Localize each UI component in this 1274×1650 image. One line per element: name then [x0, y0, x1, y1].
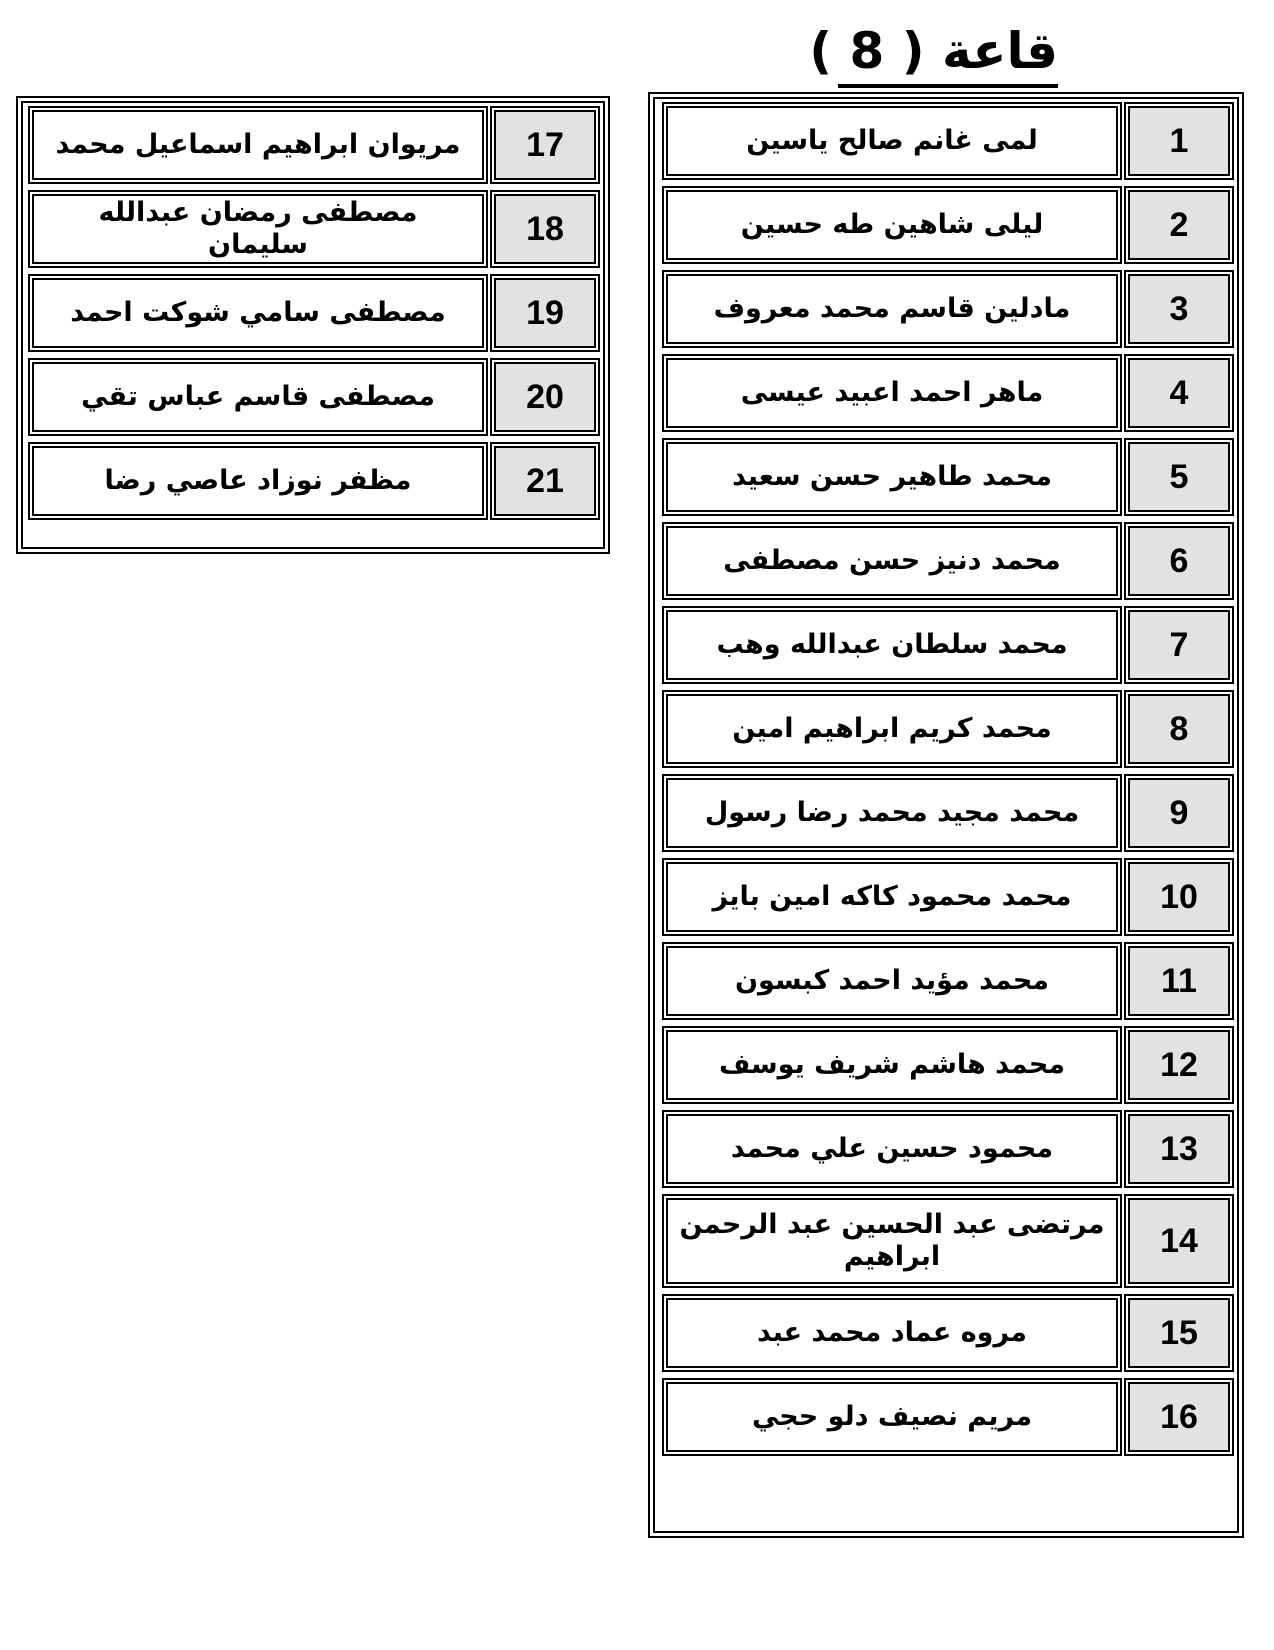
table-row	[30, 362, 596, 432]
row-number: 11	[1128, 946, 1230, 1016]
row-number: 14	[1128, 1198, 1230, 1284]
table-row	[662, 106, 1230, 176]
student-name: مادلين قاسم محمد معروف	[666, 274, 1118, 344]
table-row	[30, 110, 596, 180]
row-number: 21	[494, 446, 596, 516]
row-number: 17	[494, 110, 596, 180]
student-name: مصطفى رمضان عبدالله سليمان	[32, 194, 484, 264]
row-number: 12	[1128, 1030, 1230, 1100]
page-title: قاعة ( 8 )	[809, 22, 1058, 80]
row-number: 19	[494, 278, 596, 348]
table-row	[662, 442, 1230, 512]
student-name: محمد دنيز حسن مصطفى	[666, 526, 1118, 596]
student-name: محمد طاهير حسن سعيد	[666, 442, 1118, 512]
student-name: محمد سلطان عبدالله وهب	[666, 610, 1118, 680]
student-name: محمد محمود كاكه امين بايز	[666, 862, 1118, 932]
table-row	[30, 446, 596, 516]
row-number: 15	[1128, 1298, 1230, 1368]
student-name: مريوان ابراهيم اسماعيل محمد	[32, 110, 484, 180]
row-number: 13	[1128, 1114, 1230, 1184]
row-number: 7	[1128, 610, 1230, 680]
table-row	[662, 1114, 1230, 1184]
table-row	[30, 194, 596, 264]
row-number: 1	[1128, 106, 1230, 176]
table-row	[662, 526, 1230, 596]
students-table-left-frame	[21, 101, 605, 549]
student-name: محمد مؤيد احمد كبسون	[666, 946, 1118, 1016]
table-row	[662, 610, 1230, 680]
table-row	[662, 778, 1230, 848]
row-number: 10	[1128, 862, 1230, 932]
student-name: محمد هاشم شريف يوسف	[666, 1030, 1118, 1100]
row-number: 16	[1128, 1382, 1230, 1452]
table-row	[662, 1298, 1230, 1368]
students-table-right-frame	[653, 97, 1239, 1533]
student-name: مريم نصيف دلو حجي	[666, 1382, 1118, 1452]
students-table-right	[648, 92, 1244, 1538]
row-number: 8	[1128, 694, 1230, 764]
table-row	[662, 1030, 1230, 1100]
table-row	[662, 190, 1230, 260]
student-name: محمد مجيد محمد رضا رسول	[666, 778, 1118, 848]
student-name: ليلى شاهين طه حسين	[666, 190, 1118, 260]
student-name: مروه عماد محمد عبد	[666, 1298, 1118, 1368]
student-name: محمود حسين علي محمد	[666, 1114, 1118, 1184]
student-name: مظفر نوزاد عاصي رضا	[32, 446, 484, 516]
student-name: محمد كريم ابراهيم امين	[666, 694, 1118, 764]
student-name: مصطفى سامي شوكت احمد	[32, 278, 484, 348]
student-name: لمى غانم صالح ياسين	[666, 106, 1118, 176]
table-row	[662, 694, 1230, 764]
table-row	[30, 278, 596, 348]
table-row	[662, 358, 1230, 428]
row-number: 4	[1128, 358, 1230, 428]
row-number: 2	[1128, 190, 1230, 260]
table-row	[662, 862, 1230, 932]
students-table-left-rows	[26, 107, 600, 519]
student-name: مرتضى عبد الحسين عبد الرحمن ابراهيم	[666, 1198, 1118, 1284]
table-row	[662, 1198, 1230, 1284]
student-name: مصطفى قاسم عباس تقي	[32, 362, 484, 432]
row-number: 18	[494, 194, 596, 264]
row-number: 5	[1128, 442, 1230, 512]
title-underline	[838, 84, 1058, 88]
table-row	[662, 1382, 1230, 1452]
row-number: 9	[1128, 778, 1230, 848]
students-table-left	[16, 96, 610, 554]
row-number: 3	[1128, 274, 1230, 344]
table-row	[662, 946, 1230, 1016]
row-number: 6	[1128, 526, 1230, 596]
student-name: ماهر احمد اعبيد عيسى	[666, 358, 1118, 428]
row-number: 20	[494, 362, 596, 432]
students-table-right-rows	[658, 103, 1234, 1455]
table-row	[662, 274, 1230, 344]
